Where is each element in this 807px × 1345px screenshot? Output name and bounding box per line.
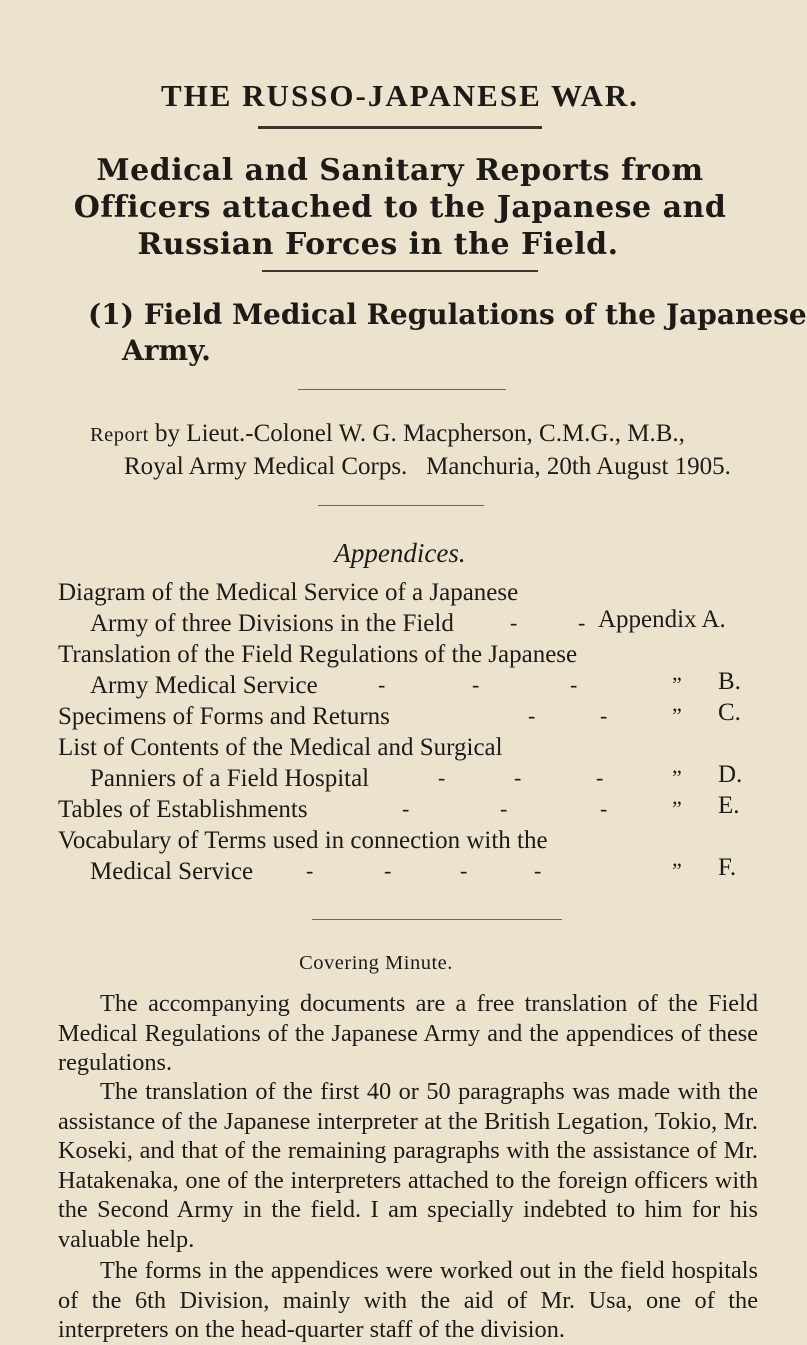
appendices-rule <box>312 919 562 920</box>
heading-line-1: Medical and Sanitary Reports from <box>96 153 704 188</box>
appendix-b-line-2: Army Medical Service <box>90 672 318 699</box>
appendix-a-letter: Appendix A. <box>598 606 726 633</box>
leader-dash: - <box>600 703 608 728</box>
ditto-mark: ” <box>672 703 682 728</box>
leader-dash: - <box>596 765 604 790</box>
leader-dash: - <box>510 610 518 635</box>
leader-dash: - <box>472 672 480 697</box>
appendix-c-line-1: Specimens of Forms and Returns <box>58 703 390 730</box>
appendix-e-letter: E. <box>718 792 740 819</box>
minute-paragraph-2: The translation of the first 40 or 50 paragraphs was made with the assistance of the Japanese interpreter at the British Legation, Tokio, Mr. Koseki, and that of the remaining paragraphs with the assistance of Mr. Hatakenaka, one of the interpreters attached to the foreign officers with the Second Army in the field. I am specially indebted to him for his valuable help. <box>58 1078 758 1253</box>
leader-dash: - <box>460 858 468 883</box>
leader-dash: - <box>578 610 586 635</box>
leader-dash: - <box>514 765 522 790</box>
leader-dash: - <box>500 796 508 821</box>
appendix-c-letter: C. <box>718 699 741 726</box>
appendix-a-line-1: Diagram of the Medical Service of a Japanese <box>58 579 519 606</box>
ditto-mark: ” <box>672 672 682 697</box>
appendix-d-line-2: Panniers of a Field Hospital <box>90 765 370 792</box>
ditto-mark: ” <box>672 858 682 883</box>
appendix-b-letter: B. <box>718 668 741 695</box>
subheading-line-1: (1) Field Medical Regulations of the Japanese <box>88 298 807 331</box>
heading-rule <box>262 270 538 272</box>
report-place-date: Manchuria, 20th August 1905. <box>426 453 731 480</box>
covering-minute-title <box>0 948 776 976</box>
leader-dash: - <box>384 858 392 883</box>
title-rule <box>258 126 542 129</box>
document-title: THE RUSSO-JAPANESE WAR. <box>160 78 640 113</box>
leader-dash: - <box>438 765 446 790</box>
leader-dash: - <box>402 796 410 821</box>
report-author: by Lieut.-Colonel W. G. Macpherson, C.M.G., M.B., <box>155 420 685 447</box>
minute-paragraph-1: The accompanying documents are a free translation of the Field Medical Regulations of the Japanese Army and the appendices of these regulations. <box>58 990 758 1076</box>
leader-dash: - <box>534 858 542 883</box>
appendix-f-letter: F. <box>718 854 737 881</box>
heading-line-3: Russian Forces in the Field. <box>137 227 619 262</box>
ditto-mark: ” <box>672 765 682 790</box>
report-line-2 <box>124 450 731 483</box>
subheading-line-2: Army. <box>122 334 211 367</box>
covering-minute-title-text: Covering Minute. <box>299 952 453 974</box>
appendix-f-line-1: Vocabulary of Terms used in connection with the <box>58 827 548 854</box>
leader-dash: - <box>528 703 536 728</box>
minute-paragraph-3: The forms in the appendices were worked out in the field hospitals of the 6th Division, mainly with the aid of Mr. Usa, one of the interpreters on the head-quarter staff of the division. <box>58 1257 758 1343</box>
leader-dash: - <box>600 796 608 821</box>
appendix-b-line-1: Translation of the Field Regulations of the Japanese <box>58 641 578 668</box>
appendix-e-line-1: Tables of Establishments <box>58 796 308 823</box>
appendix-f-line-2: Medical Service <box>90 858 254 885</box>
report-line-1 <box>90 417 685 452</box>
report-corps: Royal Army Medical Corps. <box>124 453 408 480</box>
heading-line-2: Officers attached to the Japanese and <box>73 190 727 225</box>
appendices-title: Appendices. <box>334 538 466 568</box>
leader-dash: - <box>378 672 386 697</box>
appendix-a-line-2: Army of three Divisions in the Field <box>90 610 454 637</box>
appendix-d-letter: D. <box>718 761 743 788</box>
leader-dash: - <box>306 858 314 883</box>
appendix-d-line-1: List of Contents of the Medical and Surgical <box>58 734 503 761</box>
leader-dash: - <box>570 672 578 697</box>
report-label: Report <box>90 424 149 446</box>
ditto-mark: ” <box>672 796 682 821</box>
subheading-rule <box>298 389 506 390</box>
report-rule <box>318 505 484 506</box>
